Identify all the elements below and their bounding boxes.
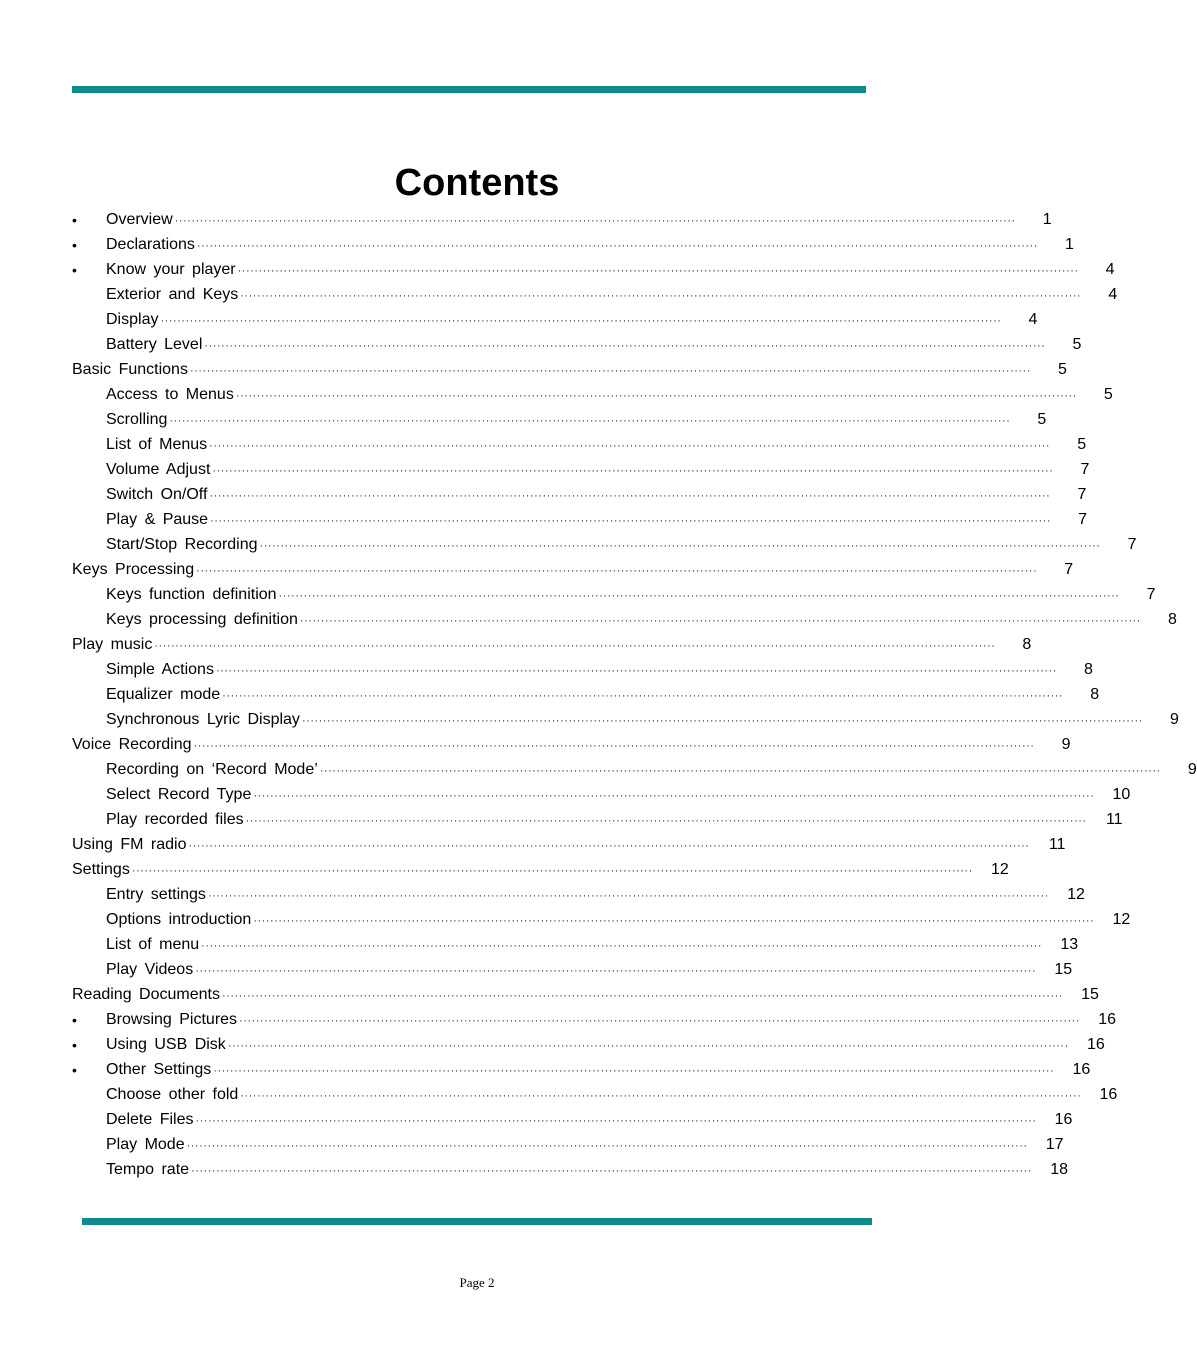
toc-entry-page-number: 15 (1081, 985, 1099, 1003)
toc-entry-label: Keys function definition (106, 585, 277, 603)
toc-entry-label: Display (106, 310, 159, 328)
table-of-contents (72, 207, 1197, 1183)
toc-entry-page-number: 12 (1067, 885, 1085, 903)
toc-entry-label: Play music (72, 635, 153, 653)
toc-entry-label: Battery Level (106, 335, 203, 353)
toc-entry[interactable] (72, 507, 1088, 532)
toc-entry[interactable] (72, 1158, 1068, 1183)
toc-entry-page-number: 16 (1072, 1061, 1091, 1079)
toc-entry-page-number: 7 (1127, 535, 1137, 553)
dot-leader: ·········································································································································································································· (196, 239, 1038, 252)
toc-entry-label: Exterior and Keys (106, 285, 239, 303)
dot-leader: ·········································································································································································································· (174, 214, 1016, 227)
dot-leader: ·········································································································································································································· (207, 889, 1049, 902)
toc-entry[interactable] (72, 482, 1087, 507)
toc-entry[interactable] (72, 307, 1038, 332)
toc-entry-page-number: 5 (1103, 385, 1113, 403)
toc-entry[interactable] (72, 407, 1047, 432)
toc-entry-label: Scrolling (106, 410, 168, 428)
dot-leader: ·········································································································································································································· (201, 939, 1043, 952)
toc-entry[interactable] (72, 557, 1074, 582)
toc-entry-page-number: 4 (1028, 310, 1038, 328)
dot-leader: ·········································································································································································································· (186, 1140, 1028, 1153)
dot-leader: ·········································································································································································································· (195, 964, 1037, 977)
toc-entry[interactable] (72, 782, 1131, 807)
toc-entry-page-number: 1 (1064, 235, 1074, 253)
toc-entry[interactable] (72, 807, 1123, 832)
toc-entry[interactable] (72, 1133, 1064, 1158)
dot-leader: ·········································································································································································································· (278, 589, 1120, 602)
toc-entry[interactable] (72, 982, 1099, 1007)
dot-leader: ·········································································································································································································· (259, 539, 1101, 552)
dot-leader: ·········································································································································································································· (227, 1040, 1069, 1053)
toc-entry-label: Reading Documents (72, 985, 220, 1003)
toc-entry-page-number: 18 (1050, 1161, 1068, 1179)
toc-entry[interactable] (72, 607, 1177, 632)
toc-entry[interactable] (72, 657, 1093, 682)
toc-entry-page-number: 11 (1105, 810, 1123, 828)
dot-leader: ·········································································································································································································· (213, 1065, 1055, 1078)
toc-entry-page-number: 16 (1099, 1086, 1118, 1104)
dot-leader: ·········································································································································································································· (195, 1115, 1037, 1128)
bullet-icon: • (72, 211, 77, 228)
toc-entry-label: Play Videos (106, 960, 194, 978)
toc-entry[interactable] (72, 857, 1009, 882)
toc-entry-label: Keys Processing (72, 560, 195, 578)
toc-entry[interactable] (72, 632, 1032, 657)
toc-entry[interactable] (72, 382, 1113, 407)
toc-entry-label: Choose other fold (106, 1086, 239, 1104)
toc-entry[interactable] (72, 282, 1118, 307)
toc-entry-page-number: 8 (1167, 610, 1177, 628)
toc-entry-page-number: 7 (1077, 485, 1087, 503)
toc-entry-page-number: 9 (1187, 760, 1197, 778)
dot-leader: ·········································································································································································································· (160, 314, 1002, 327)
toc-entry[interactable] (72, 1083, 1118, 1108)
toc-entry[interactable] (72, 1058, 1091, 1083)
toc-entry-page-number: 7 (1146, 585, 1156, 603)
dot-leader: ·········································································································································································································· (299, 614, 1141, 627)
toc-entry[interactable] (72, 357, 1067, 382)
toc-entry[interactable] (72, 232, 1074, 257)
bullet-icon: • (72, 1062, 77, 1079)
toc-entry[interactable] (72, 707, 1179, 732)
toc-entry-page-number: 5 (1077, 435, 1087, 453)
toc-entry[interactable] (72, 432, 1087, 457)
toc-entry[interactable] (72, 582, 1156, 607)
toc-entry-label: Equalizer mode (106, 685, 221, 703)
dot-leader: ·········································································································································································································· (239, 1015, 1080, 1027)
dot-leader: ·········································································································································································································· (210, 514, 1052, 527)
dot-leader: ·········································································································································································································· (131, 864, 973, 877)
dot-leader: ·········································································································································································································· (253, 789, 1095, 802)
dot-leader: ·········································································································································································································· (215, 664, 1057, 677)
toc-entry[interactable] (72, 907, 1131, 932)
toc-entry[interactable] (72, 532, 1137, 557)
toc-entry-page-number: 7 (1080, 460, 1090, 478)
toc-entry[interactable] (72, 257, 1115, 282)
toc-entry-page-number: 5 (1057, 360, 1067, 378)
bullet-icon: • (72, 1012, 77, 1028)
toc-entry-page-number: 5 (1037, 410, 1047, 428)
toc-entry-page-number: 1 (1042, 210, 1052, 228)
toc-entry-label: List of Menus (106, 435, 208, 453)
toc-entry-page-number: 16 (1054, 1111, 1073, 1129)
dot-leader: ·········································································································································································································· (212, 464, 1054, 477)
dot-leader: ·········································································································································································································· (240, 289, 1082, 302)
header-rule (72, 86, 866, 93)
toc-entry-label: Simple Actions (106, 660, 214, 678)
toc-entry-page-number: 16 (1098, 1011, 1116, 1028)
toc-entry-page-number: 9 (1169, 710, 1179, 728)
toc-entry-label: Voice Recording (72, 735, 192, 753)
toc-entry-label: Know your player (106, 260, 236, 278)
toc-entry-label: Declarations (106, 235, 195, 253)
toc-entry-label: Tempo rate (106, 1161, 190, 1179)
toc-entry[interactable] (72, 457, 1090, 482)
toc-entry-label: Settings (72, 860, 130, 878)
toc-entry-page-number: 7 (1078, 510, 1088, 528)
bullet-icon: • (72, 236, 77, 253)
toc-entry-label: Play recorded files (106, 810, 244, 828)
footer-rule (82, 1218, 872, 1225)
toc-entry-page-number: 9 (1061, 735, 1071, 753)
toc-entry-page-number: 8 (1022, 635, 1032, 653)
toc-entry[interactable] (72, 1108, 1073, 1133)
toc-entry-label: List of menu (106, 935, 200, 953)
dot-leader: ·········································································································································································································· (204, 339, 1046, 352)
dot-leader: ·········································································································································································································· (188, 839, 1030, 852)
dot-leader: ·········································································································································································································· (169, 414, 1011, 427)
toc-entry-label: Basic Functions (72, 360, 188, 378)
dot-leader: ·········································································································································································································· (245, 814, 1087, 827)
toc-entry-page-number: 16 (1086, 1036, 1105, 1054)
toc-entry-page-number: 7 (1064, 560, 1074, 578)
toc-entry-label: Browsing Pictures (106, 1011, 238, 1028)
page-title: Contents (394, 162, 560, 204)
toc-entry-page-number: 12 (1112, 910, 1131, 928)
toc-entry-label: Select Record Type (106, 785, 252, 803)
dot-leader: ·········································································································································································································· (222, 689, 1064, 702)
toc-entry-label: Recording on ‘Record Mode’ (106, 760, 318, 778)
dot-leader: ·········································································································································································································· (221, 989, 1063, 1002)
dot-leader: ·········································································································································································································· (193, 739, 1035, 752)
toc-entry-page-number: 4 (1108, 285, 1118, 303)
toc-entry-page-number: 8 (1090, 685, 1100, 703)
page-number-footer: Page 2 (459, 1275, 495, 1290)
toc-entry-label: Keys processing definition (106, 610, 298, 628)
dot-leader: ·········································································································································································································· (191, 1165, 1032, 1178)
toc-entry[interactable] (72, 757, 1197, 782)
toc-entry-label: Play & Pause (106, 510, 209, 528)
toc-entry-page-number: 5 (1072, 335, 1082, 353)
dot-leader: ·········································································································································································································· (301, 714, 1143, 727)
toc-entry-page-number: 12 (990, 860, 1009, 878)
toc-entry-page-number: 8 (1083, 660, 1093, 678)
toc-entry-page-number: 15 (1054, 960, 1073, 978)
dot-leader: ·········································································································································································································· (209, 489, 1051, 502)
dot-leader: ·········································································································································································································· (154, 639, 996, 652)
dot-leader: ·········································································································································································································· (196, 564, 1038, 577)
toc-entry-label: Switch On/Off (106, 485, 208, 503)
toc-entry-label: Delete Files (106, 1111, 194, 1129)
toc-entry-label: Overview (106, 210, 173, 228)
dot-leader: ·········································································································································································································· (189, 364, 1031, 377)
dot-leader: ·········································································································································································································· (240, 1090, 1082, 1103)
bullet-icon: • (72, 1037, 77, 1054)
toc-entry[interactable] (72, 207, 1052, 232)
toc-entry[interactable] (72, 932, 1079, 957)
dot-leader: ·········································································································································································································· (253, 914, 1095, 927)
dot-leader: ·········································································································································································································· (319, 764, 1161, 777)
bullet-icon: • (72, 261, 77, 278)
toc-entry-page-number: 4 (1105, 260, 1115, 278)
toc-entry-page-number: 11 (1048, 835, 1066, 853)
toc-entry[interactable] (72, 957, 1073, 982)
toc-entry-label: Entry settings (106, 885, 206, 903)
toc-entry[interactable] (72, 682, 1100, 707)
toc-entry-label: Volume Adjust (106, 460, 211, 478)
toc-entry[interactable] (72, 732, 1071, 757)
toc-entry-label: Using USB Disk (106, 1036, 226, 1054)
toc-entry[interactable] (72, 1008, 1116, 1033)
toc-entry-label: Options introduction (106, 910, 252, 928)
toc-entry[interactable] (72, 332, 1082, 357)
toc-entry-page-number: 17 (1045, 1136, 1064, 1154)
toc-entry-page-number: 13 (1060, 935, 1079, 953)
toc-entry[interactable] (72, 882, 1085, 907)
toc-entry-label: Access to Menus (106, 385, 234, 403)
toc-entry-label: Start/Stop Recording (106, 535, 258, 553)
toc-entry-label: Synchronous Lyric Display (106, 710, 300, 728)
toc-entry[interactable] (72, 1033, 1105, 1058)
toc-entry-page-number: 10 (1112, 785, 1131, 803)
toc-entry-label: Play Mode (106, 1136, 185, 1154)
toc-entry-label: Using FM radio (72, 835, 187, 853)
toc-entry-label: Other Settings (106, 1061, 212, 1079)
dot-leader: ·········································································································································································································· (235, 389, 1077, 402)
toc-entry[interactable] (72, 832, 1066, 857)
dot-leader: ·········································································································································································································· (237, 264, 1079, 277)
dot-leader: ·········································································································································································································· (209, 439, 1051, 452)
